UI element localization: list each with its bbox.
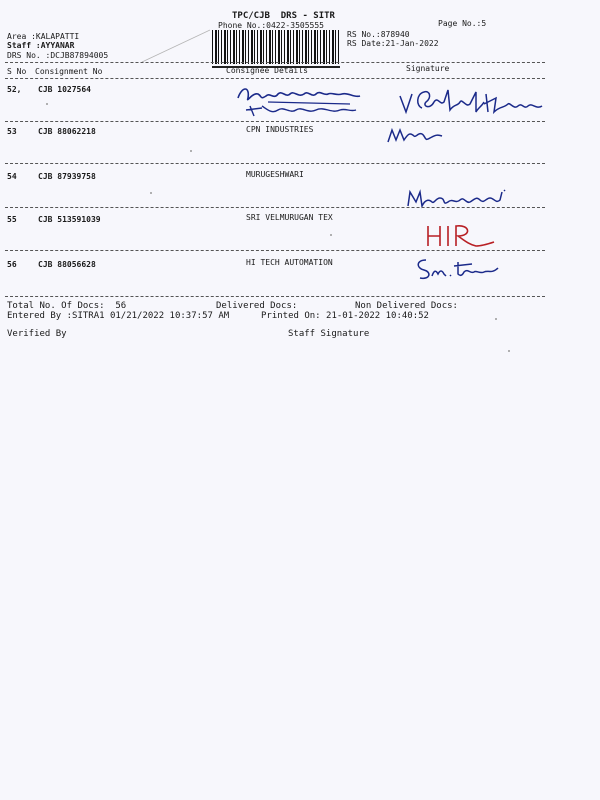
row-consignment: CJB 1027564	[38, 85, 91, 94]
row-consignment: CJB 87939758	[38, 172, 96, 181]
row-sno: 53	[7, 127, 17, 136]
row-divider	[5, 163, 545, 164]
row-divider	[5, 250, 545, 251]
row-sno: 56	[7, 260, 17, 269]
page-number: Page No.:5	[438, 19, 487, 28]
scan-speck	[150, 192, 152, 194]
rs-date: RS Date:21-Jan-2022	[347, 39, 439, 48]
rs-number: RS No.:878940	[347, 30, 410, 39]
row-divider	[5, 121, 545, 122]
area-label: Area :KALAPATTI	[7, 32, 80, 41]
footer-divider	[5, 296, 545, 297]
header-divider	[5, 62, 545, 63]
handwritten-signature-sm-tary	[414, 254, 514, 284]
phone-number: Phone No.:0422-3505555	[218, 21, 324, 30]
entered-by: Entered By :SITRA1 01/21/2022 10:37:57 AM	[7, 311, 230, 321]
column-header-consignment: Consignment No	[35, 67, 103, 76]
staff-label: Staff :AYYANAR	[7, 41, 75, 50]
column-header-consignee: Consignee Details	[226, 66, 308, 75]
handwritten-signature-hir	[424, 222, 498, 250]
handwritten-signature	[386, 124, 446, 148]
row-sno: 54	[7, 172, 17, 181]
row-consignee: CPN INDUSTRIES	[246, 125, 314, 134]
row-divider	[5, 207, 545, 208]
scan-speck	[495, 318, 497, 320]
handwritten-consignee-name	[232, 80, 382, 122]
row-consignment: CJB 513591039	[38, 215, 101, 224]
document-title: TPC/CJB DRS - SITR	[232, 11, 335, 21]
row-consignee: SRI VELMURUGAN TEX	[246, 213, 333, 222]
row-consignee: HI TECH AUTOMATION	[246, 258, 333, 267]
handwritten-signature-murugeswari	[406, 186, 516, 212]
column-header-signature: Signature	[406, 64, 450, 73]
drs-number: DRS No. :DCJB87894005	[7, 51, 109, 60]
scan-speck	[46, 103, 48, 105]
printed-on: Printed On: 21-01-2022 10:40:52	[261, 311, 429, 321]
scratch-mark	[140, 26, 220, 66]
scan-speck	[330, 234, 332, 236]
scan-speck	[190, 150, 192, 152]
row-consignment: CJB 88056628	[38, 260, 96, 269]
column-header-sno: S No	[7, 67, 27, 76]
total-docs: Total No. Of Docs: 56	[7, 301, 127, 311]
scan-speck	[508, 350, 510, 352]
non-delivered-docs: Non Delivered Docs:	[355, 301, 458, 311]
staff-signature: Staff Signature	[288, 329, 370, 339]
verified-by: Verified By	[7, 329, 67, 339]
row-consignment: CJB 88062218	[38, 127, 96, 136]
handwritten-signature-gokula-kannan	[396, 88, 546, 122]
column-divider	[5, 78, 545, 79]
row-sno: 52,	[7, 85, 22, 94]
row-sno: 55	[7, 215, 17, 224]
row-consignee: MURUGESHWARI	[246, 170, 304, 179]
barcode-image	[212, 30, 340, 64]
delivered-docs: Delivered Docs:	[216, 301, 298, 311]
